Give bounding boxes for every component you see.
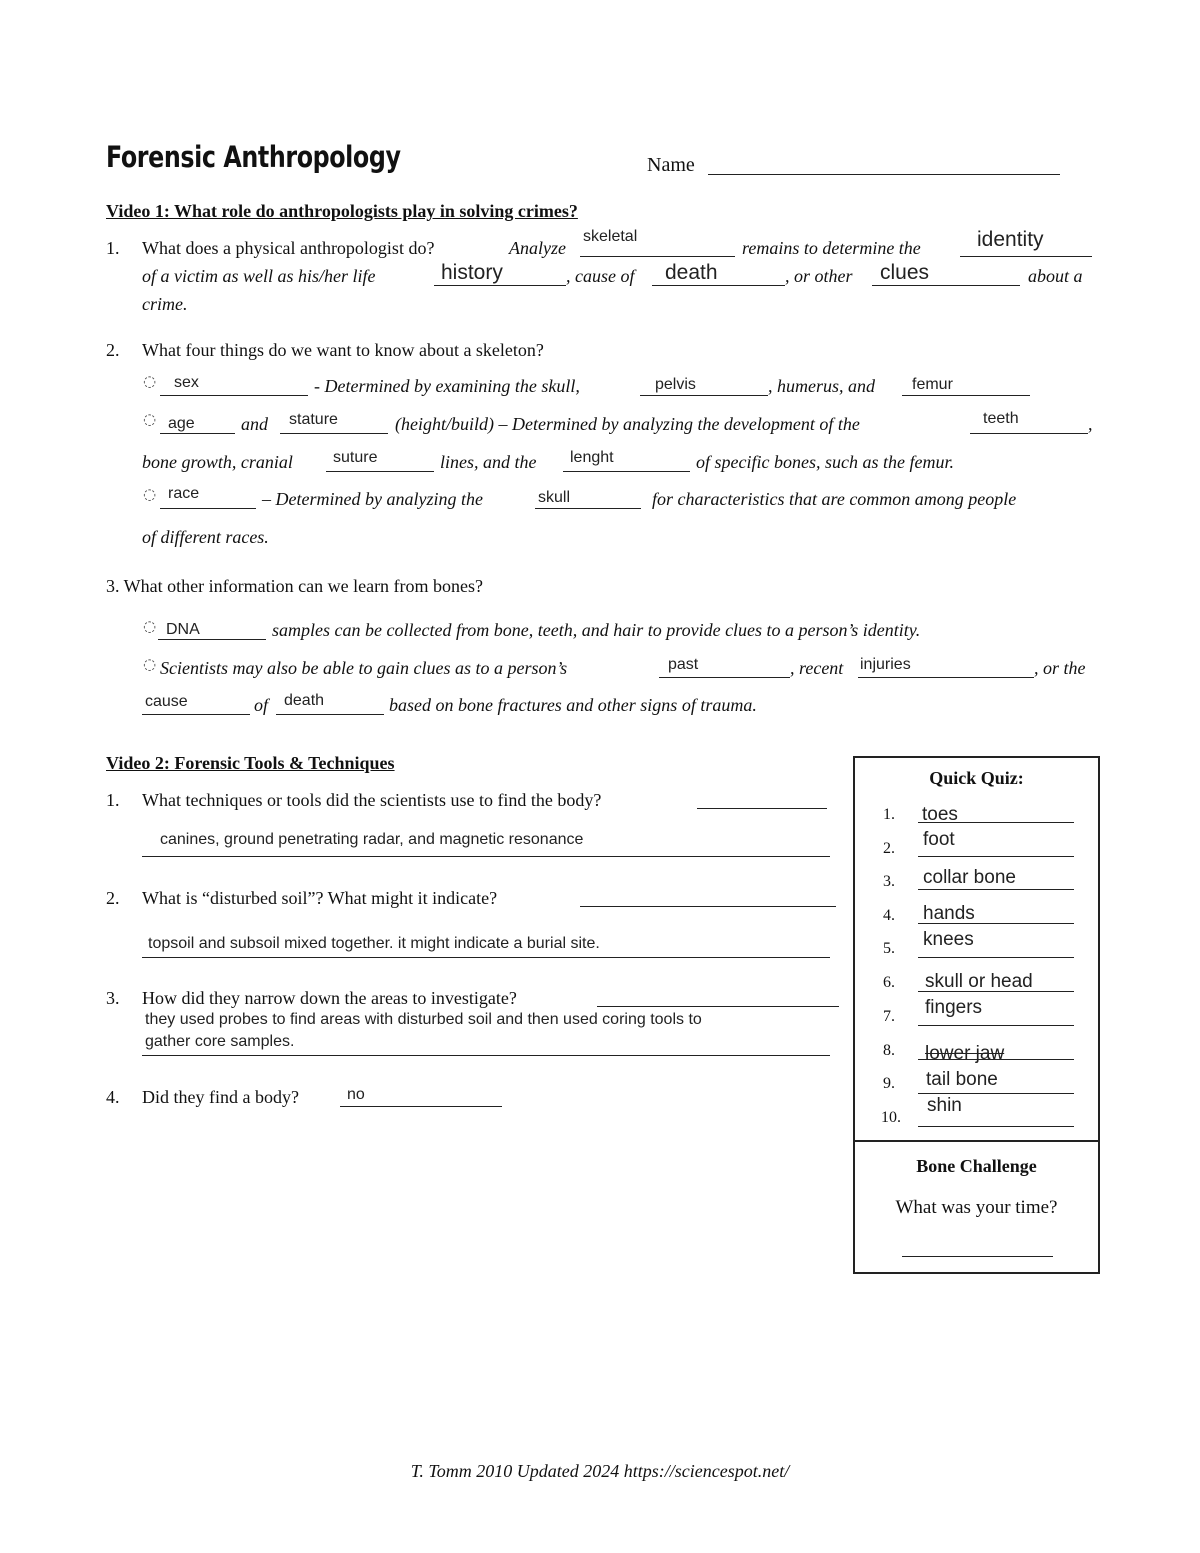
v1-q2-text-race: – Determined by analyzing the bbox=[262, 489, 483, 509]
v2-q3-blank[interactable] bbox=[597, 1006, 839, 1007]
v1-q2-number: 2. bbox=[106, 340, 120, 360]
v1-q2-blank-stature[interactable] bbox=[280, 433, 388, 434]
v1-q2-question: What four things do we want to know about a skeleton? bbox=[142, 340, 544, 360]
v1-q3-text-recent: , recent bbox=[790, 658, 844, 678]
v2-q1-number: 1. bbox=[106, 790, 120, 810]
v1-q3-blank-death[interactable] bbox=[276, 714, 384, 715]
quiz-answer-line[interactable] bbox=[918, 1126, 1074, 1127]
v2-q4-number: 4. bbox=[106, 1087, 120, 1107]
v1-q1-blank-3[interactable] bbox=[434, 285, 566, 286]
v2-q4-blank[interactable] bbox=[340, 1106, 502, 1107]
quiz-number: 3. bbox=[883, 873, 895, 890]
v1-q1-number: 1. bbox=[106, 238, 120, 258]
v1-q3-question: 3. What other information can we learn from bones? bbox=[106, 576, 484, 596]
v2-q2-number: 2. bbox=[106, 888, 120, 908]
bullet-dotted-icon: ◌ bbox=[143, 655, 157, 673]
worksheet-title: Forensic Anthropology bbox=[106, 140, 401, 174]
v1-q3-text-orthe: , or the bbox=[1034, 658, 1086, 678]
v1-q3-answer-injuries: injuries bbox=[860, 656, 911, 673]
v1-q2-answer-pelvis: pelvis bbox=[655, 376, 696, 393]
v1-q1-text-remains: remains to determine the bbox=[742, 238, 921, 258]
v1-q2-text-lines: lines, and the bbox=[440, 452, 537, 472]
v1-q2-text-sex: - Determined by examining the skull, bbox=[314, 376, 580, 396]
bone-challenge-question: What was your time? bbox=[895, 1197, 1058, 1218]
quiz-answer-line[interactable] bbox=[918, 1093, 1074, 1094]
bullet-dotted-icon: ◌ bbox=[143, 410, 157, 428]
v2-q1-question: What techniques or tools did the scientists use to find the body? bbox=[142, 790, 602, 810]
v1-q3-answer-dna: DNA bbox=[166, 621, 200, 638]
v2-q2-question: What is “disturbed soil”? What might it indicate? bbox=[142, 888, 498, 908]
v2-q1-blank[interactable] bbox=[697, 808, 827, 809]
v2-q3-number: 3. bbox=[106, 988, 120, 1008]
v1-q2-blank-sex[interactable] bbox=[160, 395, 308, 396]
name-label: Name bbox=[647, 154, 695, 176]
bullet-dotted-icon: ◌ bbox=[143, 485, 157, 503]
v1-q2-text-common: for characteristics that are common among people bbox=[652, 489, 1017, 509]
quiz-answer-line[interactable] bbox=[918, 1059, 1074, 1060]
v2-q2-answer: topsoil and subsoil mixed together. it might indicate a burial site. bbox=[148, 935, 600, 952]
quiz-number: 8. bbox=[883, 1042, 895, 1059]
v2-q2-answer-line[interactable] bbox=[142, 957, 830, 958]
v1-q2-answer-teeth: teeth bbox=[983, 410, 1019, 427]
quiz-answer: hands bbox=[923, 903, 975, 924]
v1-q2-answer-suture: suture bbox=[333, 449, 378, 466]
quiz-answer: lower jaw bbox=[925, 1043, 1005, 1064]
v1-q1-blank-2[interactable] bbox=[960, 256, 1092, 257]
bone-challenge-title: Bone Challenge bbox=[916, 1156, 1037, 1176]
quiz-answer: fingers bbox=[925, 997, 983, 1018]
v1-q2-answer-sex: sex bbox=[174, 374, 199, 391]
v1-q1-answer-3: history bbox=[441, 261, 503, 284]
v1-q2-blank-lenght[interactable] bbox=[563, 471, 690, 472]
v1-q2-answer-stature: stature bbox=[289, 411, 338, 428]
v2-q4-question: Did they find a body? bbox=[142, 1087, 299, 1107]
v1-q3-answer-death: death bbox=[284, 692, 325, 709]
quiz-answer: knees bbox=[923, 929, 974, 950]
v1-q1-blank-5[interactable] bbox=[872, 285, 1020, 286]
v1-q2-blank-suture[interactable] bbox=[326, 471, 434, 472]
v1-q2-comma: , bbox=[1088, 414, 1093, 434]
v1-q1-text-about: about a bbox=[1028, 266, 1083, 286]
quiz-answer: toes bbox=[922, 804, 958, 825]
quiz-answer-line[interactable] bbox=[918, 991, 1074, 992]
v1-q3-answer-past: past bbox=[668, 656, 699, 673]
quiz-number: 9. bbox=[883, 1075, 895, 1092]
v1-q3-answer-cause: cause bbox=[145, 693, 188, 710]
v1-q3-text-dna: samples can be collected from bone, teeth, and hair to provide clues to a person’s identity. bbox=[272, 620, 921, 640]
video1-heading: Video 1: What role do anthropologists play in solving crimes? bbox=[106, 201, 578, 221]
v1-q2-blank-race[interactable] bbox=[160, 508, 256, 509]
v1-q2-blank-femur[interactable] bbox=[902, 395, 1030, 396]
v1-q1-text-victim: of a victim as well as his/her life bbox=[142, 266, 376, 286]
v1-q2-text-specific: of specific bones, such as the femur. bbox=[696, 452, 954, 472]
v1-q1-answer-4: death bbox=[665, 261, 718, 284]
bullet-dotted-icon: ◌ bbox=[143, 372, 157, 390]
quiz-answer-line[interactable] bbox=[918, 856, 1074, 857]
v2-q3-question: How did they narrow down the areas to investigate? bbox=[142, 988, 517, 1008]
quiz-answer-line[interactable] bbox=[918, 957, 1074, 958]
quiz-answer-line[interactable] bbox=[918, 1025, 1074, 1026]
v1-q2-answer-femur: femur bbox=[912, 376, 953, 393]
quiz-answer: tail bone bbox=[926, 1069, 998, 1090]
quiz-number: 4. bbox=[883, 907, 895, 924]
quiz-answer: skull or head bbox=[925, 971, 1033, 992]
v1-q3-blank-dna[interactable] bbox=[158, 639, 266, 640]
quiz-divider bbox=[853, 1140, 1100, 1142]
v1-q3-text-based: based on bone fractures and other signs of trauma. bbox=[389, 695, 757, 715]
v2-q1-answer-line[interactable] bbox=[142, 856, 830, 857]
quiz-number: 5. bbox=[883, 940, 895, 957]
quiz-number: 6. bbox=[883, 974, 895, 991]
v1-q1-answer-2: identity bbox=[977, 228, 1044, 251]
v1-q1-blank-1[interactable] bbox=[580, 256, 735, 257]
v1-q2-answer-lenght: lenght bbox=[570, 449, 614, 466]
quiz-answer: collar bone bbox=[923, 867, 1016, 888]
v2-q3-answer-1: they used probes to find areas with disturbed soil and then used coring tools to bbox=[145, 1011, 702, 1028]
v1-q1-blank-4[interactable] bbox=[652, 285, 785, 286]
v1-q3-blank-past[interactable] bbox=[659, 677, 790, 678]
video2-heading: Video 2: Forensic Tools & Techniques bbox=[106, 753, 395, 773]
v1-q2-text-humerus: , humerus, and bbox=[768, 376, 875, 396]
v1-q2-answer-age: age bbox=[168, 415, 195, 432]
v1-q1-answer-5: clues bbox=[880, 261, 930, 284]
v1-q3-blank-cause[interactable] bbox=[142, 714, 250, 715]
v1-q1-question: What does a physical anthropologist do? bbox=[142, 238, 435, 258]
v2-q2-blank[interactable] bbox=[580, 906, 836, 907]
v2-q3-answer-line[interactable] bbox=[142, 1055, 830, 1056]
v1-q2-blank-age[interactable] bbox=[160, 433, 235, 434]
v1-q3-text-of: of bbox=[254, 695, 269, 715]
v1-q2-blank-skull[interactable] bbox=[535, 508, 641, 509]
quiz-answer-line[interactable] bbox=[918, 923, 1074, 924]
v1-q2-text-races: of different races. bbox=[142, 527, 269, 547]
v2-q1-answer: canines, ground penetrating radar, and magnetic resonance bbox=[160, 831, 584, 848]
bone-challenge-time-line[interactable] bbox=[902, 1256, 1053, 1257]
v1-q1-text-cause: , cause of bbox=[566, 266, 635, 286]
v1-q2-answer-race: race bbox=[168, 485, 200, 502]
v1-q2-text-height: (height/build) – Determined by analyzing the development of the bbox=[395, 414, 860, 434]
quick-quiz-title: Quick Quiz: bbox=[929, 768, 1024, 788]
v1-q3-text-scientists: Scientists may also be able to gain clues as to a person’s bbox=[160, 658, 568, 678]
name-line[interactable] bbox=[708, 174, 1060, 175]
footer-credit: T. Tomm 2010 Updated 2024 https://sciencespot.net/ bbox=[410, 1461, 790, 1481]
v1-q3-blank-injuries[interactable] bbox=[858, 677, 1034, 678]
quiz-answer-line[interactable] bbox=[918, 889, 1074, 890]
v1-q2-answer-skull: skull bbox=[538, 489, 571, 506]
v1-q2-blank-teeth[interactable] bbox=[970, 433, 1088, 434]
quiz-number: 1. bbox=[883, 806, 895, 823]
v1-q2-text-and: and bbox=[241, 414, 268, 434]
v1-q1-text-other: , or other bbox=[785, 266, 853, 286]
v1-q1-answer-1: skeletal bbox=[583, 228, 638, 245]
v1-q2-text-bone: bone growth, cranial bbox=[142, 452, 293, 472]
quiz-number: 2. bbox=[883, 840, 895, 857]
quiz-number: 10. bbox=[881, 1109, 901, 1126]
quiz-answer: foot bbox=[923, 829, 955, 850]
quiz-number: 7. bbox=[883, 1008, 895, 1025]
quiz-answer-line[interactable] bbox=[918, 822, 1074, 823]
v1-q1-text-crime: crime. bbox=[142, 294, 188, 314]
v2-q4-answer: no bbox=[347, 1086, 365, 1103]
v1-q2-blank-pelvis[interactable] bbox=[640, 395, 768, 396]
v1-q1-text-analyze: Analyze bbox=[509, 238, 566, 258]
bullet-dotted-icon: ◌ bbox=[143, 617, 157, 635]
v2-q3-answer-2: gather core samples. bbox=[145, 1033, 295, 1050]
quiz-answer: shin bbox=[927, 1095, 962, 1116]
